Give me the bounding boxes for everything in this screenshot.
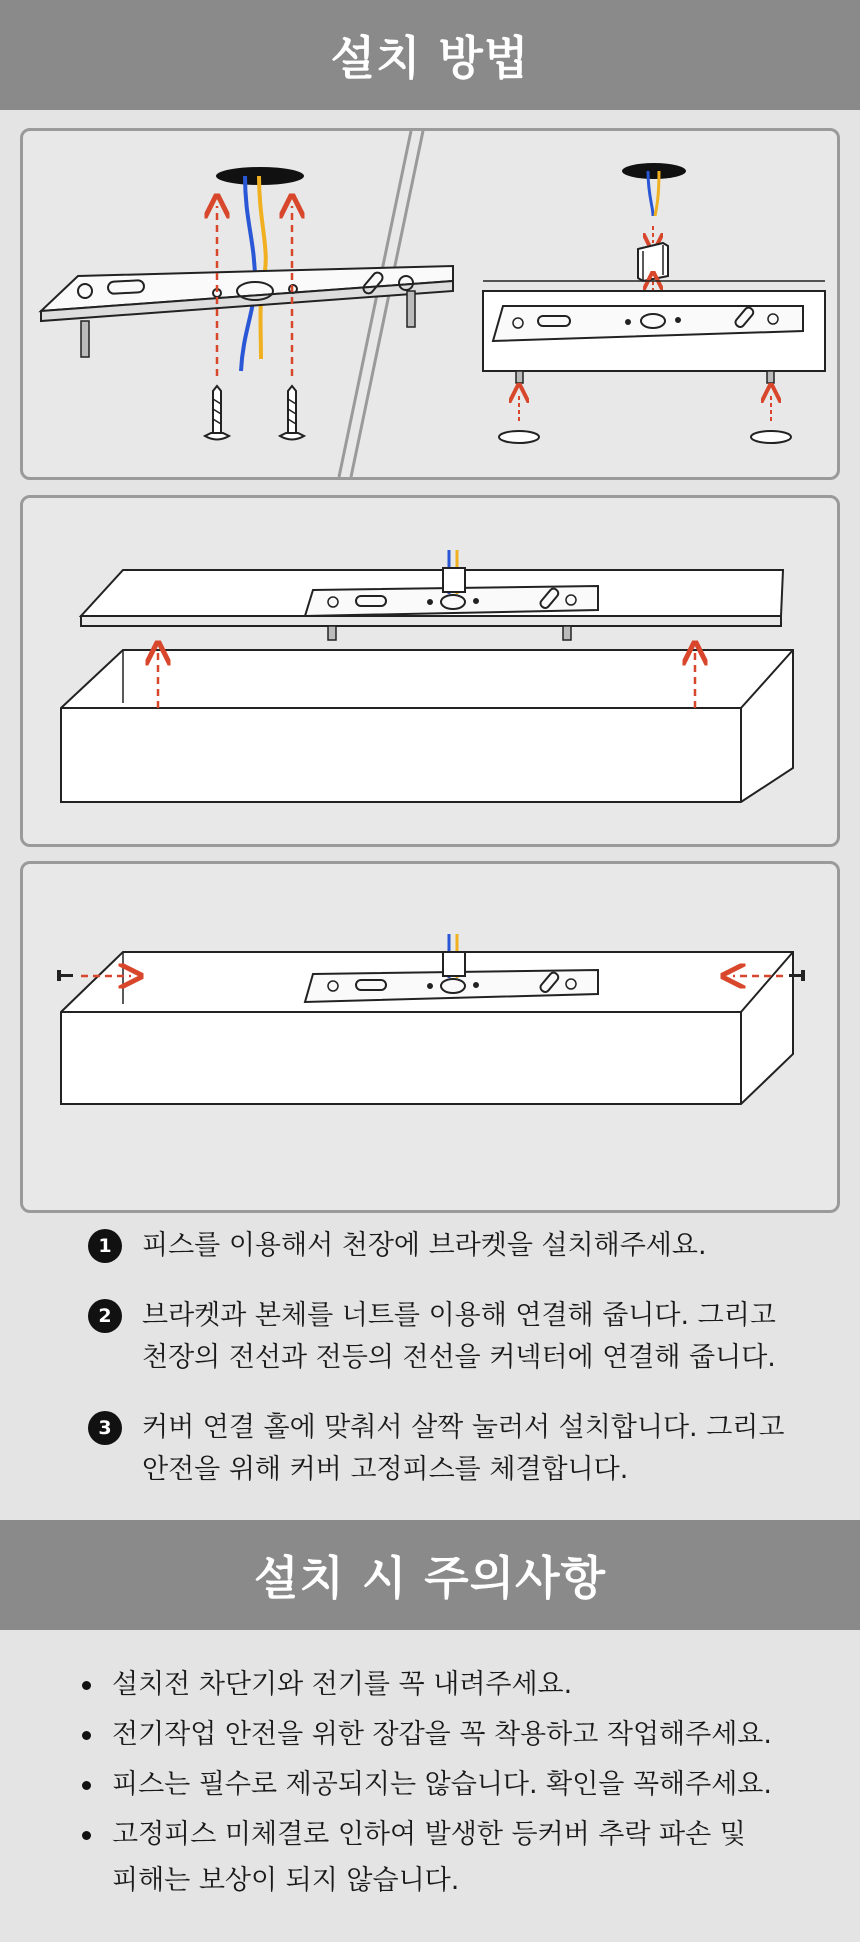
ceiling-hole-icon [622,163,686,179]
step-number-badge: 1 [88,1229,122,1263]
section-header-install [0,0,860,110]
step-number-badge: 3 [88,1411,122,1445]
caution-text: 설치전 차단기와 전기를 꼭 내려주세요. [112,1669,573,1700]
install-title: 설치 방법 [330,31,530,85]
nut-icon [499,431,539,443]
connector-icon [638,243,668,281]
step-2 [86,1295,806,1379]
cover-box [61,650,793,802]
bullet-icon [82,1681,91,1690]
screw-icon [280,386,304,440]
cover-illustration [23,864,837,1210]
caution-text: 고정피스 미체결로 인하여 발생한 등커버 추락 파손 및 [112,1819,746,1850]
section-header-caution [0,1520,860,1630]
bullet-icon [82,1731,91,1740]
caution-item [82,1762,802,1808]
illustration-panel-body [20,495,840,847]
caution-item [82,1662,802,1708]
body-illustration [23,498,837,844]
step-3 [86,1407,806,1491]
bullet-icon [82,1781,91,1790]
caution-text: 전기작업 안전을 위한 장갑을 꼭 착용하고 작업해주세요. [112,1719,772,1750]
step-number-badge: 2 [88,1299,122,1333]
step-text: 브라켓과 본체를 너트를 이용해 연결해 줍니다. 그리고 [142,1300,776,1331]
step-1 [86,1225,806,1267]
caution-item [82,1712,802,1758]
caution-title: 설치 시 주의사항 [253,1551,607,1605]
step-text: 커버 연결 홀에 맞춰서 살짝 눌러서 설치합니다. 그리고 [142,1412,785,1443]
caution-text: 피스는 필수로 제공되지는 않습니다. 확인을 꼭해주세요. [112,1769,772,1800]
caution-list [82,1662,802,1908]
step-text: 천장의 전선과 전등의 전선을 커넥터에 연결해 줍니다. [142,1342,776,1373]
body-plate [483,281,825,371]
nut-icon [751,431,791,443]
step-text: 피스를 이용해서 천장에 브라켓을 설치해주세요. [142,1230,707,1261]
bracket-bolt-left [81,321,89,357]
illustration-panel-cover [20,861,840,1213]
install-steps [86,1225,806,1519]
step-text: 안전을 위해 커버 고정피스를 체결합니다. [142,1454,629,1485]
screw-icon [57,970,73,981]
connector-icon [443,568,465,592]
bracket-plate [41,266,453,321]
caution-text: 피해는 보상이 되지 않습니다. [112,1865,460,1896]
bracket-illustration [23,131,837,477]
illustration-panel-bracket [20,128,840,480]
assembled-light [61,934,793,1104]
screw-icon [205,386,229,440]
bullet-icon [82,1831,91,1840]
caution-item [82,1812,802,1904]
yellow-wire [259,176,266,359]
bracket-bolt-right [407,291,415,327]
